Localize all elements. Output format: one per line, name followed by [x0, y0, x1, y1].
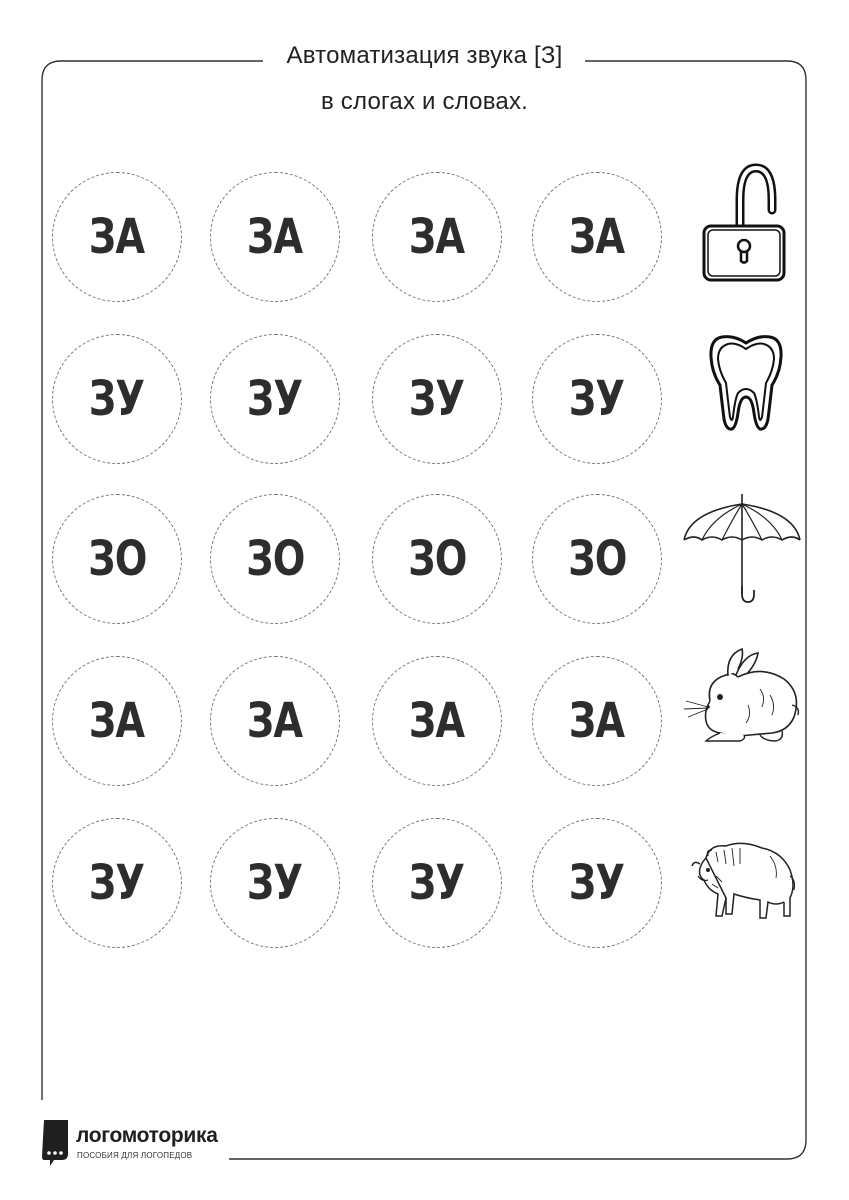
syllable-circle	[532, 172, 662, 302]
syllable-text: ЗУ	[409, 371, 465, 427]
brand-tagline: ПОСОБИЯ ДЛЯ ЛОГОПЕДОВ	[77, 1151, 193, 1160]
title-line-2: в слогах и словах.	[320, 88, 529, 115]
syllable-text: ЗА	[409, 209, 465, 265]
syllable-circle	[210, 172, 340, 302]
syllable-text: ЗО	[407, 531, 467, 587]
padlock-icon	[700, 160, 790, 285]
syllable-text: ЗУ	[409, 855, 465, 911]
syllable-text: ЗА	[89, 209, 145, 265]
syllable-circle	[52, 494, 182, 624]
syllable-text: ЗА	[247, 693, 303, 749]
syllable-text: ЗО	[87, 531, 147, 587]
syllable-circle	[532, 656, 662, 786]
syllable-circle	[532, 494, 662, 624]
tooth-icon	[708, 333, 784, 433]
syllable-circle	[372, 818, 502, 948]
syllable-text: ЗА	[409, 693, 465, 749]
syllable-circle	[532, 334, 662, 464]
syllable-text: ЗО	[245, 531, 305, 587]
syllable-circle	[210, 818, 340, 948]
syllable-text: ЗО	[567, 531, 627, 587]
brand-name: логомоторика	[76, 1124, 218, 1147]
syllable-circle	[372, 656, 502, 786]
syllable-text: ЗА	[569, 693, 625, 749]
title-line-1: Автоматизация звука [З]	[286, 42, 563, 69]
syllable-circle	[52, 172, 182, 302]
bison-icon	[686, 836, 798, 922]
syllable-circle	[372, 172, 502, 302]
syllable-circle	[52, 656, 182, 786]
syllable-circle	[210, 656, 340, 786]
syllable-circle	[52, 334, 182, 464]
hare-icon	[680, 645, 802, 745]
syllable-text: ЗУ	[247, 371, 303, 427]
syllable-text: ЗА	[569, 209, 625, 265]
syllable-circle	[372, 334, 502, 464]
syllable-text: ЗУ	[569, 371, 625, 427]
syllable-text: ЗУ	[247, 855, 303, 911]
worksheet-title	[0, 33, 849, 125]
syllable-circle	[210, 334, 340, 464]
syllable-text: ЗУ	[569, 855, 625, 911]
syllable-text: ЗА	[89, 693, 145, 749]
syllable-text: ЗА	[247, 209, 303, 265]
syllable-circle	[532, 818, 662, 948]
syllable-circle	[210, 494, 340, 624]
umbrella-icon	[682, 490, 802, 605]
syllable-circle	[52, 818, 182, 948]
syllable-circle	[372, 494, 502, 624]
syllable-text: ЗУ	[89, 855, 145, 911]
syllable-text: ЗУ	[89, 371, 145, 427]
